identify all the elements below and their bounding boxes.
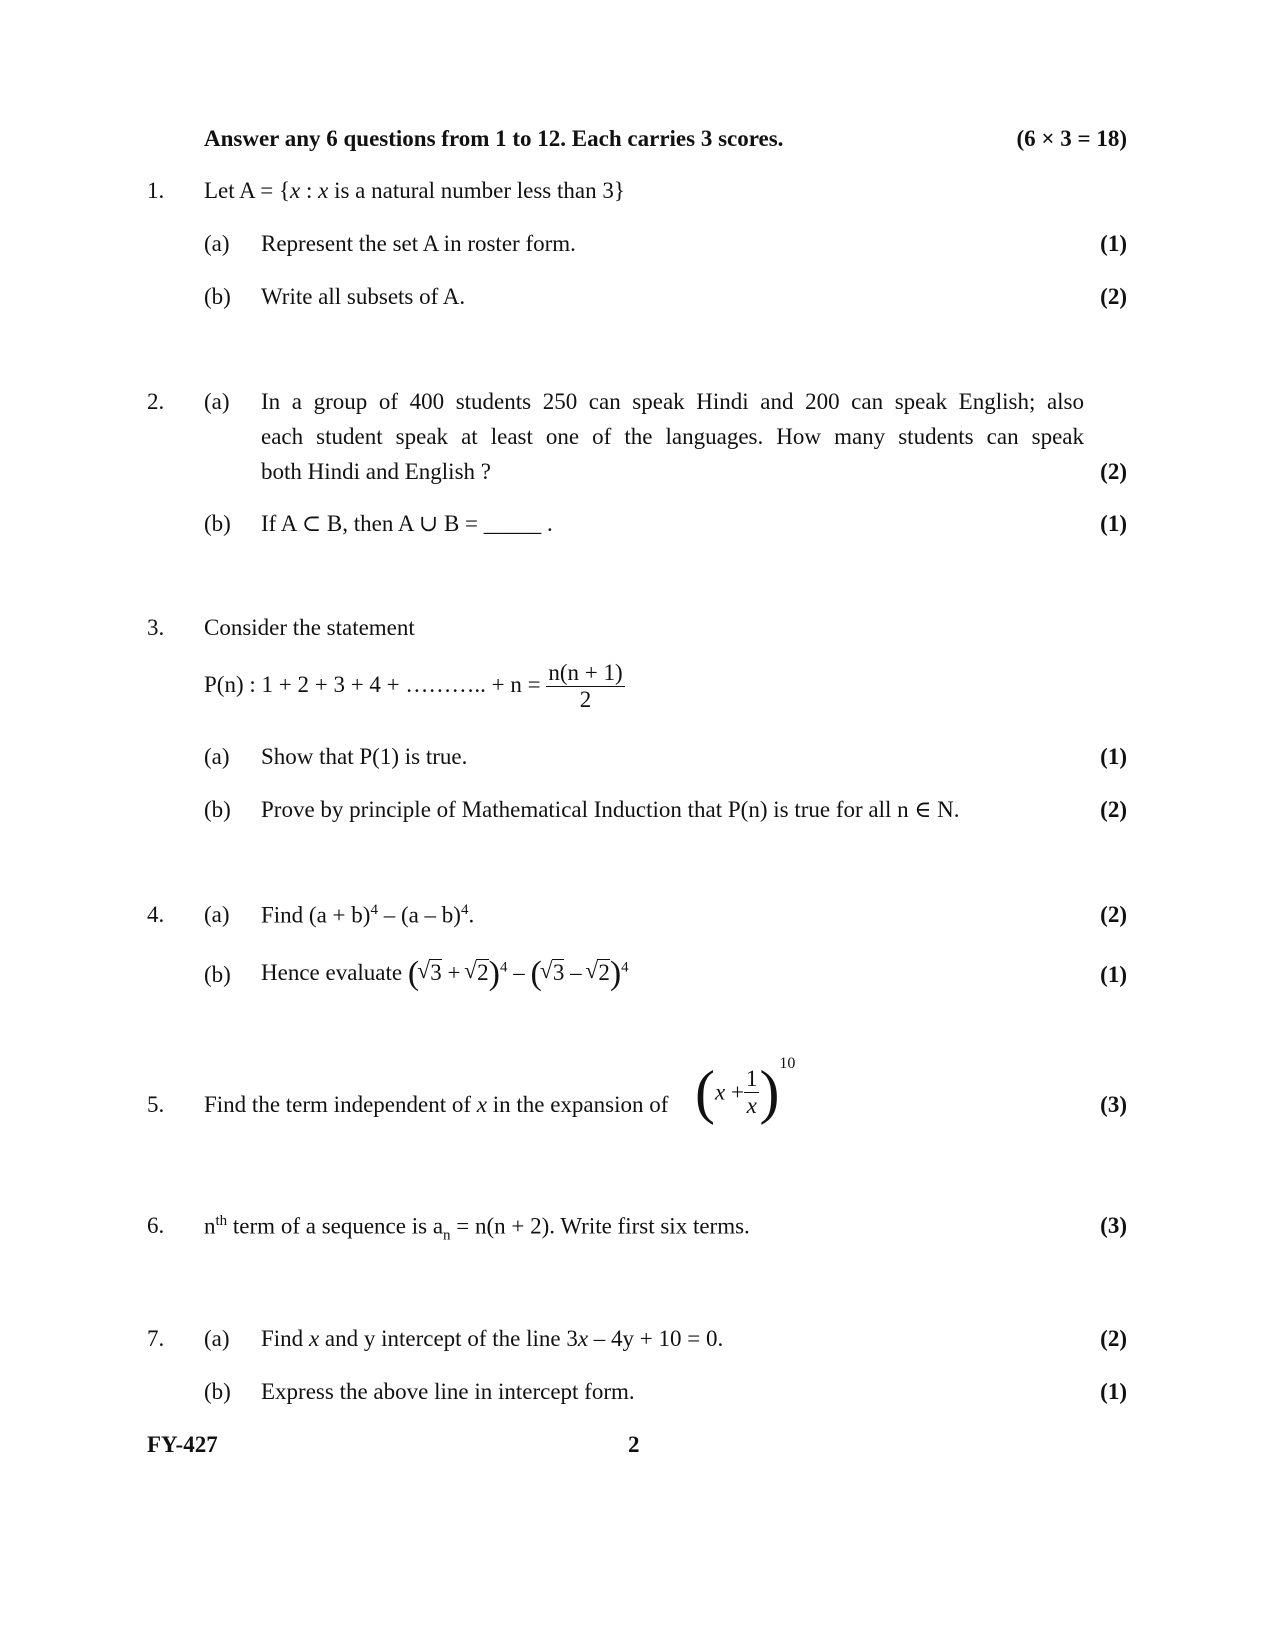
part-label: (b): [204, 511, 231, 536]
question-score: (3): [1100, 1092, 1127, 1117]
formula: P(n) : 1 + 2 + 3 + 4 + ……….. + n = $\frac{n(n + 1)}{2}$: [204, 660, 623, 712]
part-label: (a): [204, 389, 230, 414]
part-score: (1): [1100, 1379, 1127, 1404]
part-score: (2): [1100, 459, 1127, 484]
part-label: (a): [204, 1326, 230, 1351]
fraction: $\frac{1}{x}$: [745, 1066, 758, 1118]
question-number: 5.: [147, 1092, 165, 1117]
part-text: Represent the set A in roster form.: [261, 231, 576, 256]
paper-code: FY-427: [147, 1432, 218, 1457]
question-score: (3): [1100, 1213, 1127, 1238]
part-label: (a): [204, 902, 230, 927]
binomial-expression: (x + $\frac{1}{x}$ )$^{10}$: [695, 1054, 796, 1125]
part-score: (2): [1100, 902, 1127, 927]
part-score: (2): [1100, 284, 1127, 309]
page-number: 2: [628, 1432, 640, 1457]
question-number: 4.: [147, 902, 165, 927]
part-text: Prove by principle of Mathematical Induction that P(n) is true for all n ∈ N.: [261, 797, 960, 822]
question-number: 2.: [147, 389, 165, 414]
part-label: (b): [204, 797, 231, 822]
part-text: Write all subsets of A.: [261, 284, 466, 309]
part-text: Find $(a + b)^4 - (a - b)^4$.: [261, 902, 475, 928]
question-stem: Let A = {x : x is a natural number less than 3}: [204, 178, 625, 203]
part-label: (b): [204, 284, 231, 309]
part-label: (a): [204, 744, 230, 769]
part-label: (b): [204, 962, 231, 987]
part-score: (1): [1100, 744, 1127, 769]
question-number: 6.: [147, 1213, 165, 1238]
question-number: 1.: [147, 178, 165, 203]
section-total-score: (6 × 3 = 18): [1016, 126, 1127, 151]
section-instruction: Answer any 6 questions from 1 to 12. Each carries 3 scores.: [204, 126, 784, 151]
part-score: (2): [1100, 797, 1127, 822]
part-text: Show that P(1) is true.: [261, 744, 468, 769]
part-text: Express the above line in intercept form.: [261, 1379, 635, 1404]
sqrt-symbol: √ 2: [587, 960, 610, 986]
sqrt-symbol: √ 2: [466, 960, 489, 986]
part-text-line: In a group of 400 students 250 can speak Hindi and 200 can speak English; also: [261, 389, 1084, 414]
sqrt-symbol: √ 3: [542, 960, 565, 986]
part-label: (b): [204, 1379, 231, 1404]
part-text-line: each student speak at least one of the languages. How many students can speak: [261, 424, 1084, 449]
part-label: (a): [204, 231, 230, 256]
fraction: $\frac{n(n + 1)}{2}$: [548, 660, 623, 712]
question-stem: Consider the statement: [204, 615, 415, 640]
question-number: 7.: [147, 1326, 165, 1351]
part-text-line: both Hindi and English ?: [261, 459, 491, 484]
sqrt-symbol: √ 3: [419, 960, 442, 986]
question-text: $n^{th}$ term of a sequence is $a_n = n(n + 2)$. Write first six terms.: [204, 1213, 750, 1244]
part-score: (1): [1100, 511, 1127, 536]
question-text: Find the term independent of x in the expansion of: [204, 1092, 669, 1117]
part-score: (1): [1100, 231, 1127, 256]
part-text: Find x and y intercept of the line 3x – 4y + 10 = 0.: [261, 1326, 724, 1351]
question-number: 3.: [147, 615, 165, 640]
part-score: (1): [1100, 962, 1127, 987]
part-text: Hence evaluate (√ 3 + √ 2)$^4$ – (√ 3 – √ 2)$^4$: [261, 955, 629, 993]
part-score: (2): [1100, 1326, 1127, 1351]
part-text: If A ⊂ B, then A ∪ B = _____ .: [261, 511, 553, 536]
